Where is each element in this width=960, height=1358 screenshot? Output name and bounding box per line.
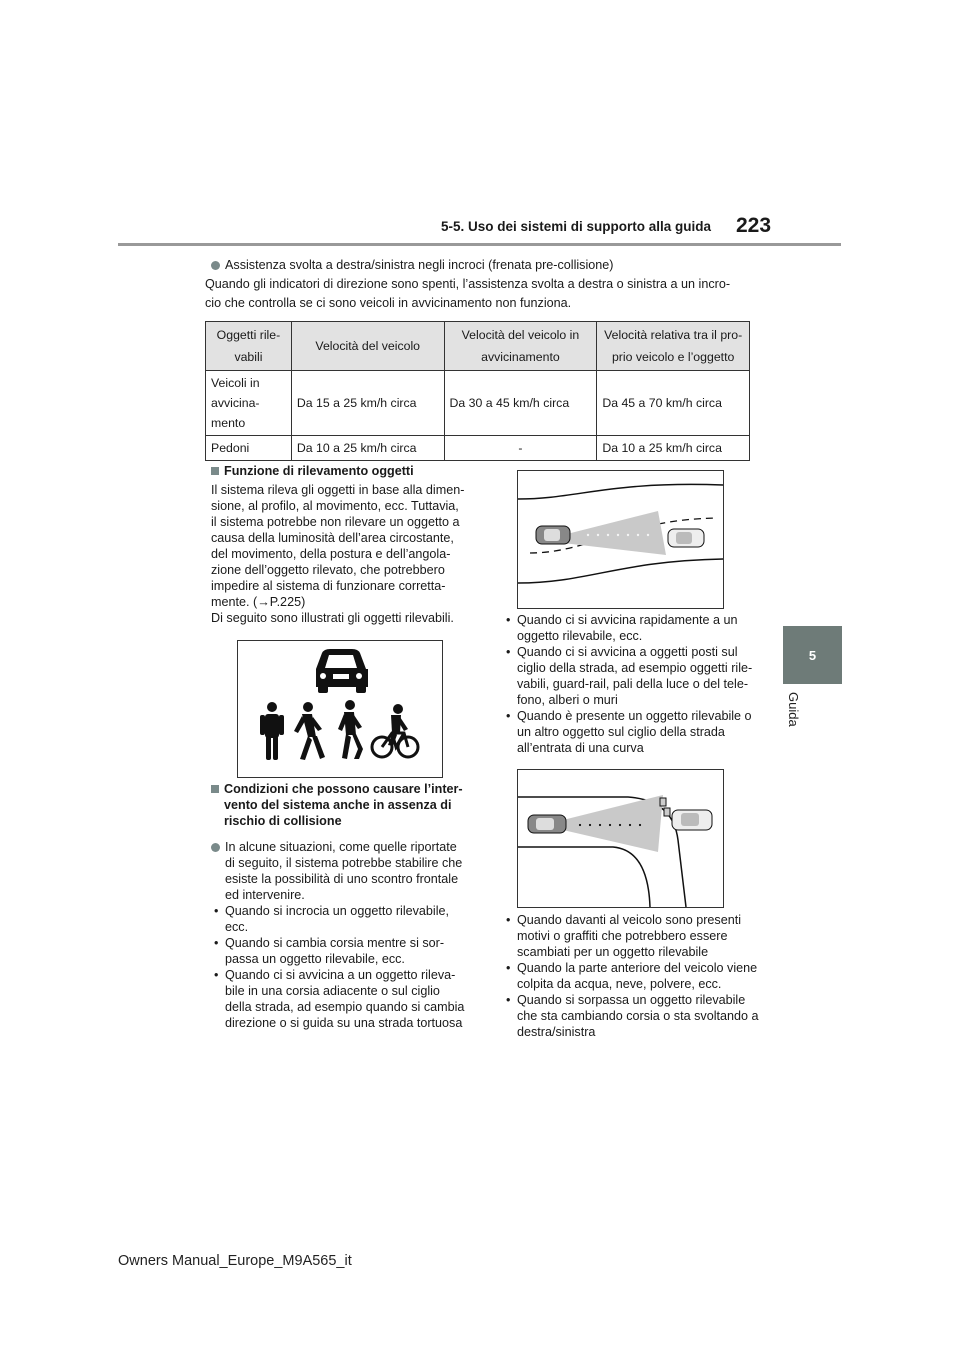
conditions-heading-line: rischio di collisione	[224, 814, 342, 828]
chapter-tab	[783, 626, 842, 684]
table-cell: Da 30 a 45 km/h circa	[444, 371, 597, 436]
table-cell: Da 45 a 70 km/h circa	[597, 371, 750, 436]
sensor-beam	[563, 795, 663, 852]
car-icon	[316, 649, 368, 693]
conditions-heading	[211, 781, 481, 829]
bullet-dot-icon	[211, 261, 220, 270]
conditions-bullet-line: ed intervenire.	[225, 888, 305, 902]
detection-line: del movimento, della postura e dell’angola-	[211, 547, 451, 561]
right-list-item: • Quando ci si avvicina a oggetti posti sul ciglio della strada, ad esempio oggetti rile- vabili, guard-rail, pali della luce o del tele- fono, alberi o muri	[503, 644, 763, 708]
intro-bullet-text: Assistenza svolta a destra/sinistra negli incroci (frenata pre-collisione)	[225, 258, 614, 272]
detection-line: causa della luminosità dell’area circostante,	[211, 531, 454, 545]
table-cell: -	[444, 436, 597, 461]
detection-line: il sistema potrebbe non rilevare un oggetto a	[211, 515, 460, 529]
speed-table	[205, 321, 750, 461]
right-list-item: • Quando si sorpassa un oggetto rilevabile che sta cambiando corsia o sta svoltando a destra/sinistra	[503, 992, 763, 1040]
table-cell: Pedoni	[206, 436, 292, 461]
conditions-bullet	[211, 839, 481, 903]
square-bullet-icon	[211, 785, 219, 793]
table-cell: Da 10 a 25 km/h circa	[291, 436, 444, 461]
header-rule	[118, 243, 841, 246]
square-bullet-icon	[211, 467, 219, 475]
target-vehicle-icon	[672, 810, 712, 830]
table-header-cell: Velocità del veicolo in avvicinamento	[444, 322, 597, 371]
intro-bullet	[211, 257, 613, 273]
right-list-item: • Quando ci si avvicina rapidamente a un oggetto rilevabile, ecc.	[503, 612, 763, 644]
footer-doc-id: Owners Manual_Europe_M9A565_it	[118, 1253, 352, 1269]
right-list-1	[503, 612, 763, 756]
pedestrian-icon	[294, 702, 325, 760]
conditions-bullet-line: In alcune situazioni, come quelle riportate	[225, 840, 457, 854]
conditions-item: • Quando si cambia corsia mentre si sor- passa un oggetto rilevabile, ecc.	[211, 935, 481, 967]
conditions-item: • Quando ci si avvicina a un oggetto rileva- bile in una corsia adiacente o sul ciglio della strada, ad esempio quando si cambia direzione o si guida su una strada tortuosa	[211, 967, 481, 1031]
curved-road-figure	[517, 470, 724, 609]
table-cell: Veicoli in avvicina- mento	[206, 371, 292, 436]
target-vehicle-icon	[668, 529, 704, 547]
section-title: 5-5. Uso dei sistemi di supporto alla guida	[441, 219, 712, 234]
conditions-heading-line: Condizioni che possono causare l’inter-	[224, 782, 463, 796]
table-row	[206, 371, 750, 436]
table-cell: Da 10 a 25 km/h circa	[597, 436, 750, 461]
detectable-objects-figure	[237, 640, 443, 778]
intro-para-line1: Quando gli indicatori di direzione sono spenti, l’assistenza svolta a destra o sinistra a un incro-	[205, 277, 731, 291]
detection-line: zione dell’oggetto rilevato, che potrebbero	[211, 563, 445, 577]
conditions-item: • Quando si incrocia un oggetto rilevabile, ecc.	[211, 903, 481, 935]
right-list-item: • Quando è presente un oggetto rilevabile o un altro oggetto sul ciglio della strada all’entrata di una curva	[503, 708, 763, 756]
detection-line: mente. (→P.225)	[211, 595, 306, 609]
detection-line: Il sistema rileva gli oggetti in base alla dimen-	[211, 483, 465, 497]
page-number: 223	[736, 214, 772, 237]
curve-entrance-illustration	[518, 770, 723, 907]
detection-section	[211, 463, 476, 626]
conditions-bullet-line: di seguito, il sistema potrebbe stabilire che	[225, 856, 463, 870]
conditions-bullet-line: esiste la possibilità di uno scontro frontale	[225, 872, 459, 886]
pedestrian-icon	[260, 702, 284, 760]
right-list-item: • Quando davanti al veicolo sono presenti motivi o graffiti che potrebbero essere scambiati per un oggetto rilevabile	[503, 912, 763, 960]
detection-heading-text: Funzione di rilevamento oggetti	[224, 464, 414, 478]
detection-heading	[211, 463, 476, 479]
bullet-dot-icon	[211, 843, 220, 852]
right-list-2	[503, 912, 763, 1040]
table-row	[206, 436, 750, 461]
table-header-cell: Velocità relativa tra il pro- prio veicolo e l’oggetto	[597, 322, 750, 371]
chapter-label: Guida	[786, 692, 801, 727]
table-header-cell: Oggetti rile- vabili	[206, 322, 292, 371]
table-header-row	[206, 322, 750, 371]
detection-line: Di seguito sono illustrati gli oggetti rilevabili.	[211, 611, 454, 625]
curve-entrance-figure	[517, 769, 724, 908]
detection-line: impedire al sistema di funzionare corretta-	[211, 579, 446, 593]
intro-para-line2: cio che controlla se ci sono veicoli in avvicinamento non funziona.	[205, 296, 572, 310]
detectable-objects-illustration	[238, 641, 442, 777]
table-cell: Da 15 a 25 km/h circa	[291, 371, 444, 436]
conditions-heading-line: vento del sistema anche in assenza di	[224, 798, 452, 812]
vehicle-icon	[528, 815, 566, 833]
vehicle-icon	[536, 526, 570, 544]
table-header-cell: Velocità del veicolo	[291, 322, 444, 371]
detection-line: sione, al profilo, al movimento, ecc. Tuttavia,	[211, 499, 459, 513]
chapter-number: 5	[808, 647, 817, 663]
right-list-item: • Quando la parte anteriore del veicolo viene colpita da acqua, neve, polvere, ecc.	[503, 960, 763, 992]
conditions-section	[211, 781, 481, 1031]
pedestrian-icon	[338, 700, 363, 759]
curved-road-illustration	[518, 471, 723, 608]
sensor-beam	[563, 511, 666, 555]
